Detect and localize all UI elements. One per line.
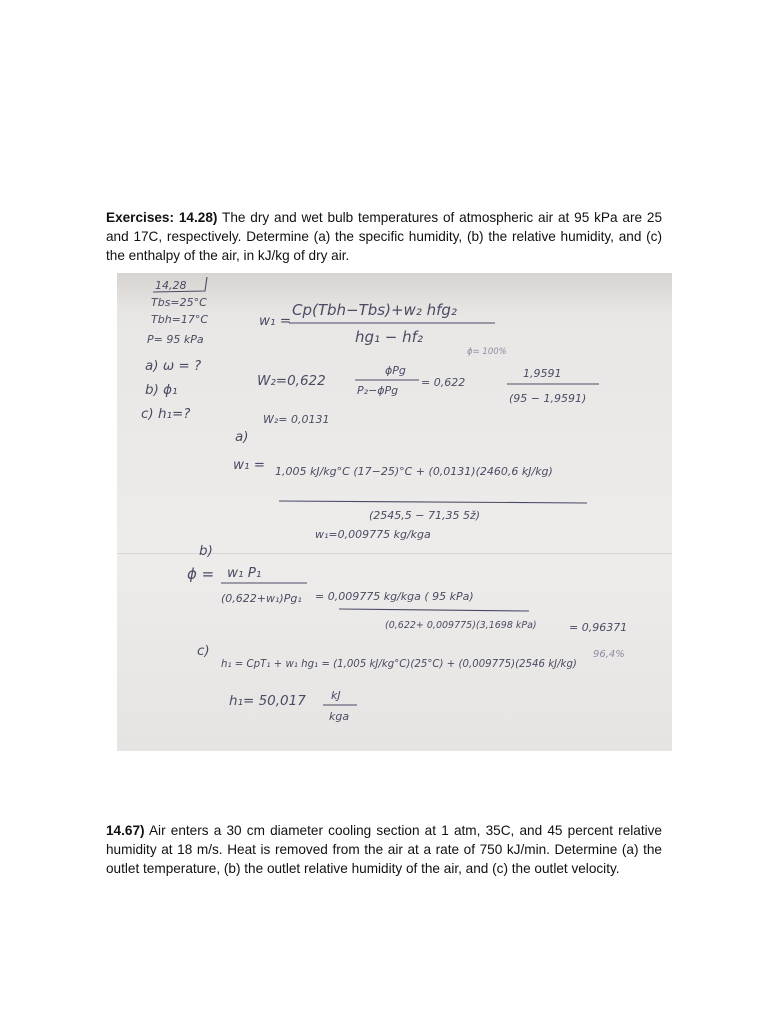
hw-w1-denominator: hg₁ − hf₂ <box>355 328 423 346</box>
hw-given-3: P= 95 kPa <box>147 333 204 346</box>
hw-w2-lhs: W₂=0,622 <box>257 373 326 389</box>
hw-w1-sub-lhs: w₁ = <box>233 457 266 473</box>
exercise-14-67-text: Air enters a 30 cm diameter cooling section at 1 atm, 35C, and 45 percent relative humidity at 18 m/s. Heat is removed from the air at a rate of 750 kJ/min. Determine (a) the outlet temperature, (b) the outlet relative humidity of the air, and (c) the outlet velocity. <box>106 823 662 876</box>
hw-w2-equals: = 0,622 <box>421 376 466 389</box>
hw-w2-fraction-numerator: ϕPg <box>385 364 406 377</box>
hw-phi-numerator: w₁ P₁ <box>227 565 262 581</box>
hw-h1-unit-numerator: kJ <box>331 689 341 702</box>
hw-w1-sub-denominator: (2545,5 − 71,35 5ž) <box>369 509 481 522</box>
hw-w1-numerator: Cp(Tbh−Tbs)+w₂ hfg₂ <box>292 301 457 319</box>
handwritten-solution-photo <box>117 273 672 751</box>
hw-phi-result: = 0,96371 <box>569 621 628 634</box>
exercise-14-28-text: The dry and wet bulb temperatures of atmospheric air at 95 kPa are 25 and 17C, respectively. Determine (a) the specific humidity, (b) the relative humidity, and (c) the enthalpy of the air, in kJ/kg of dry air. <box>106 210 663 263</box>
hw-h1-unit-denominator: kga <box>329 710 350 723</box>
hw-ask-c: c) h₁=? <box>141 406 191 422</box>
hw-w1-sub-numerator: 1,005 kJ/kg°C (17−25)°C + (0,0131)(2460,6 kJ/kg) <box>275 465 553 478</box>
hw-w1-sub-fraction-bar <box>279 501 587 503</box>
hw-w1-lhs: w₁ = <box>259 313 292 329</box>
hw-given-2: Tbh=17°C <box>151 313 209 326</box>
hw-part-c: c) <box>197 643 210 659</box>
hw-phi-denominator: (0,622+w₁)Pg₁ <box>221 592 302 605</box>
hw-h1-line: h₁ = CpT₁ + w₁ hg₁ = (1,005 kJ/kg°C)(25°C) + (0,009775)(2546 kJ/kg) <box>221 659 577 670</box>
hw-ask-a: a) ω = ? <box>145 358 202 374</box>
hw-phi-percent: 96,4% <box>593 649 625 660</box>
hw-given-1: Tbs=25°C <box>151 296 207 309</box>
hw-phi-note: ϕ= 100% <box>467 347 507 357</box>
hw-w2-value-numerator: 1,9591 <box>523 367 562 380</box>
hw-part-b: b) <box>199 543 213 559</box>
hw-phi-sub-denominator: (0,622+ 0,009775)(3,1698 kPa) <box>385 620 537 631</box>
hw-phi-sub-fraction-bar <box>339 609 529 611</box>
hw-phi-lhs: ϕ = <box>187 565 215 583</box>
hw-w2-fraction-denominator: P₂−ϕPg <box>357 384 399 397</box>
hw-phi-sub-numerator: = 0,009775 kg/kga ( 95 kPa) <box>315 590 474 603</box>
hw-part-a: a) <box>235 429 249 445</box>
exercise-14-67-paragraph <box>106 821 662 878</box>
hw-h1-result: h₁= 50,017 <box>229 693 306 709</box>
hw-w1-result: w₁=0,009775 kg/kga <box>315 528 431 541</box>
exercise-14-28-label: Exercises: 14.28) <box>106 210 218 225</box>
hw-w2-result: W₂= 0,0131 <box>263 413 330 426</box>
hw-given-header: 14,28 <box>155 279 187 292</box>
exercise-14-28-paragraph <box>106 208 662 265</box>
hw-w2-value-denominator: (95 − 1,9591) <box>509 392 587 405</box>
exercise-14-67-label: 14.67) <box>106 823 145 838</box>
handwriting-layer <box>117 273 672 751</box>
hw-ask-b: b) ϕ₁ <box>145 382 178 398</box>
